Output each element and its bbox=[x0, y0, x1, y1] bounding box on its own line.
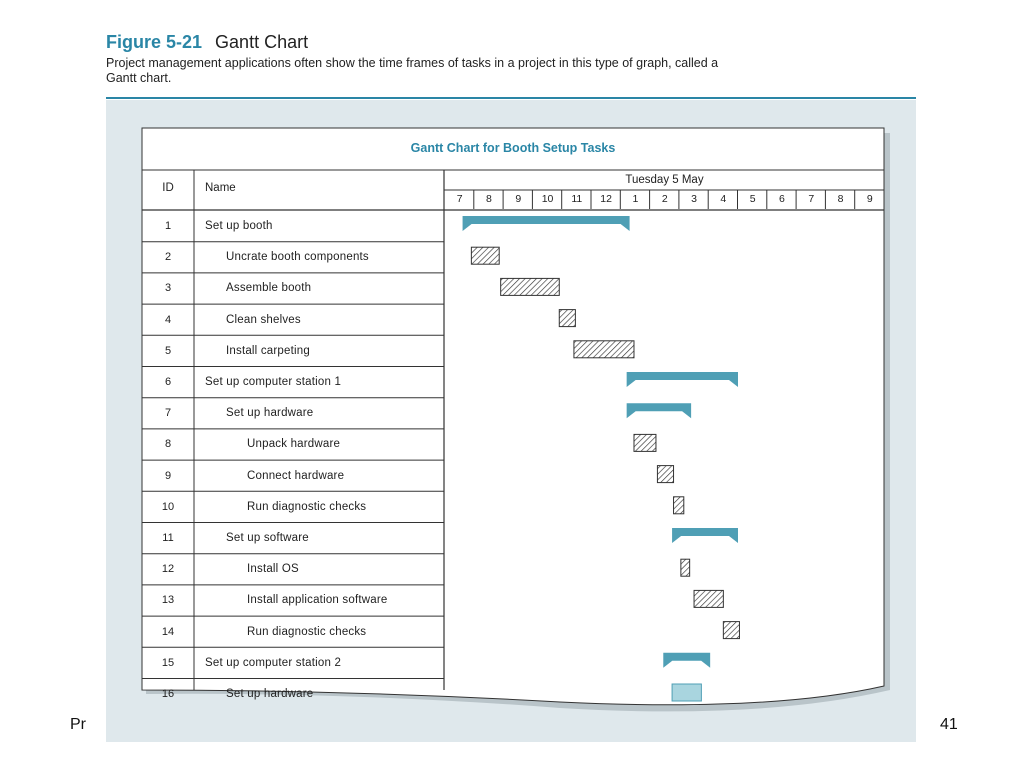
task-name: Uncrate booth components bbox=[226, 251, 369, 264]
task-id: 1 bbox=[164, 220, 172, 232]
summary-bar bbox=[463, 216, 630, 231]
name-column-header: Name bbox=[205, 182, 236, 194]
summary-bar bbox=[672, 528, 738, 543]
task-name: Assemble booth bbox=[226, 282, 312, 295]
task-name: Run diagnostic checks bbox=[247, 625, 367, 638]
task-bar bbox=[681, 559, 690, 576]
hour-label: 7 bbox=[456, 193, 463, 205]
task-name: Unpack hardware bbox=[247, 438, 341, 451]
task-name: Install application software bbox=[247, 594, 388, 607]
figure-number: Figure 5-21 bbox=[106, 32, 203, 52]
task-id: 6 bbox=[164, 376, 172, 388]
task-bar bbox=[723, 622, 739, 639]
hour-label: 10 bbox=[541, 193, 554, 205]
task-bar bbox=[559, 310, 575, 327]
date-header: Tuesday 5 May bbox=[625, 174, 704, 186]
hour-label: 12 bbox=[600, 193, 612, 205]
task-id: 3 bbox=[164, 282, 172, 295]
task-name: Connect hardware bbox=[247, 469, 345, 482]
hour-label: 8 bbox=[486, 193, 492, 205]
summary-bar bbox=[627, 403, 691, 418]
task-id: 12 bbox=[161, 563, 175, 576]
task-id: 7 bbox=[164, 407, 172, 420]
task-id: 4 bbox=[164, 313, 172, 326]
figure-caption: Project management applications often show the time frames of tasks in a project in this type of graph, called a Gantt chart. bbox=[106, 56, 719, 85]
task-name: Set up computer station 2 bbox=[205, 656, 342, 669]
task-bar bbox=[634, 434, 656, 451]
hour-label: 7 bbox=[808, 193, 815, 205]
task-id: 10 bbox=[161, 500, 175, 513]
task-id: 5 bbox=[164, 344, 172, 357]
hour-label: 9 bbox=[866, 193, 873, 205]
hour-label: 9 bbox=[515, 193, 522, 205]
task-bar bbox=[574, 341, 634, 358]
task-name: Clean shelves bbox=[226, 313, 301, 326]
task-name: Set up software bbox=[226, 532, 309, 544]
figure-name: Gantt Chart bbox=[215, 32, 309, 52]
hour-label: 3 bbox=[691, 193, 697, 205]
slide-footer-right: 41 bbox=[940, 716, 958, 733]
summary-bar bbox=[663, 653, 710, 668]
task-name: Set up hardware bbox=[226, 688, 314, 700]
hour-label: 8 bbox=[837, 193, 844, 205]
task-bar bbox=[694, 590, 723, 607]
task-bar bbox=[471, 247, 499, 264]
hour-label: 2 bbox=[661, 193, 668, 205]
hour-label: 4 bbox=[720, 193, 727, 205]
gantt-title: Gantt Chart for Booth Setup Tasks bbox=[410, 141, 616, 155]
task-id: 16 bbox=[161, 688, 175, 700]
hour-label: 1 bbox=[632, 193, 639, 205]
slide-footer-left: Pr bbox=[70, 716, 86, 733]
task-name: Set up hardware bbox=[226, 407, 314, 420]
task-name: Set up booth bbox=[205, 220, 273, 232]
id-column-header: ID bbox=[162, 182, 174, 194]
summary-bar bbox=[627, 372, 738, 387]
task-id: 11 bbox=[162, 532, 174, 544]
hour-label: 6 bbox=[779, 193, 785, 205]
task-name: Install carpeting bbox=[226, 344, 310, 357]
task-id: 9 bbox=[164, 469, 172, 482]
task-id: 15 bbox=[161, 656, 175, 669]
task-id: 2 bbox=[164, 251, 172, 264]
task-id: 8 bbox=[164, 438, 172, 451]
task-id: 14 bbox=[161, 625, 175, 638]
hour-label: 11 bbox=[571, 193, 583, 205]
task-name: Install OS bbox=[247, 563, 299, 576]
task-bar bbox=[674, 497, 684, 514]
task-name: Set up computer station 1 bbox=[205, 376, 342, 388]
selected-task-bar bbox=[672, 684, 701, 701]
task-id: 13 bbox=[161, 594, 175, 607]
task-name: Run diagnostic checks bbox=[247, 500, 367, 513]
task-bar bbox=[501, 278, 560, 295]
hour-label: 5 bbox=[749, 193, 756, 205]
task-bar bbox=[657, 466, 673, 483]
